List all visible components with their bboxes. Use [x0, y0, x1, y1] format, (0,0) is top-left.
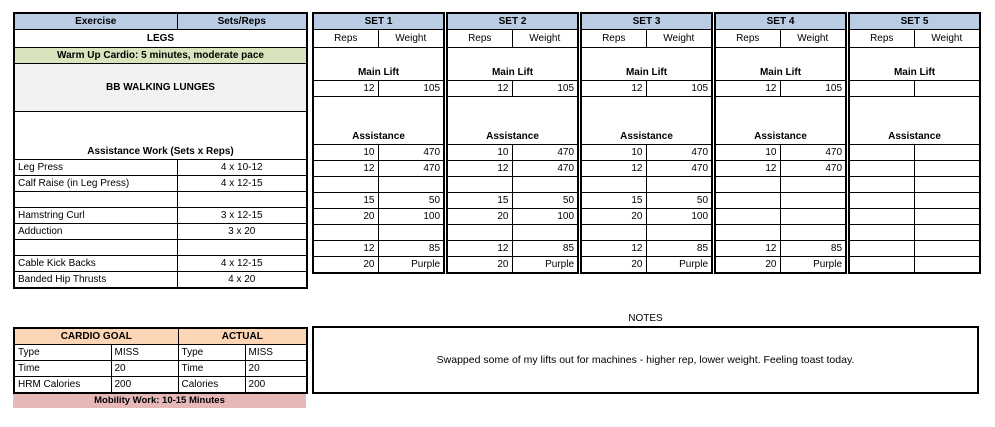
goal-value[interactable]: MISS — [111, 345, 178, 361]
reps-cell[interactable] — [715, 193, 780, 209]
main-lift-weight[interactable]: 105 — [378, 81, 444, 97]
set-table-2 — [446, 12, 579, 274]
reps-cell[interactable] — [849, 161, 914, 177]
reps-col-header: Reps — [849, 30, 914, 48]
weight-cell[interactable] — [512, 225, 578, 241]
assistance-label: Assistance — [715, 97, 846, 145]
weight-cell[interactable] — [646, 225, 712, 241]
reps-cell[interactable] — [447, 225, 512, 241]
main-lift-reps[interactable]: 12 — [313, 81, 378, 97]
reps-cell[interactable] — [715, 225, 780, 241]
weight-cell[interactable]: Purple — [512, 257, 578, 274]
weight-cell[interactable] — [780, 225, 846, 241]
main-lift-weight[interactable]: 105 — [512, 81, 578, 97]
weight-cell[interactable]: 50 — [512, 193, 578, 209]
set-row — [447, 257, 578, 274]
exercise-row — [14, 192, 307, 208]
exercise-name — [14, 192, 177, 208]
assistance-label: Assistance — [581, 97, 712, 145]
cardio-row — [14, 377, 307, 394]
exercise-name: Hamstring Curl — [14, 208, 177, 224]
weight-col-header: Weight — [780, 30, 846, 48]
sets-reps-col-header: Sets/Reps — [177, 13, 307, 30]
exercise-row — [14, 256, 307, 272]
set-row — [581, 177, 712, 193]
notes-box[interactable] — [312, 326, 979, 394]
main-lift-reps[interactable] — [849, 81, 914, 97]
reps-cell[interactable]: 15 — [581, 193, 646, 209]
set-row — [715, 145, 846, 161]
actual-value[interactable]: 20 — [245, 361, 307, 377]
exercise-sets-reps: 4 x 20 — [177, 272, 307, 289]
reps-cell[interactable] — [849, 177, 914, 193]
weight-cell[interactable]: 100 — [512, 209, 578, 225]
set-row — [447, 241, 578, 257]
reps-cell[interactable] — [849, 241, 914, 257]
set-title: SET 1 — [313, 13, 444, 30]
reps-cell[interactable] — [849, 225, 914, 241]
set-table-5 — [848, 12, 981, 274]
set-row — [581, 145, 712, 161]
reps-cell[interactable] — [849, 257, 914, 274]
notes-text: Swapped some of my lifts out for machines - higher rep, lower weight. Feeling toast today. — [436, 354, 855, 366]
goal-label: Type — [14, 345, 111, 361]
exercise-row — [14, 176, 307, 192]
reps-cell[interactable]: 10 — [447, 145, 512, 161]
weight-cell[interactable] — [646, 177, 712, 193]
set-row — [313, 241, 444, 257]
reps-cell[interactable] — [849, 145, 914, 161]
exercise-row — [14, 224, 307, 240]
exercise-name: Leg Press — [14, 160, 177, 176]
exercise-sets-reps — [177, 192, 307, 208]
exercise-sets-reps: 4 x 10-12 — [177, 160, 307, 176]
reps-col-header: Reps — [447, 30, 512, 48]
reps-col-header: Reps — [715, 30, 780, 48]
weight-col-header: Weight — [512, 30, 578, 48]
set-row — [715, 161, 846, 177]
weight-cell[interactable]: 470 — [512, 145, 578, 161]
exercise-sets-reps — [177, 240, 307, 256]
warmup-banner: Warm Up Cardio: 5 minutes, moderate pace — [14, 48, 307, 64]
exercise-table — [13, 12, 308, 289]
cardio-table — [13, 327, 308, 394]
weight-cell[interactable]: Purple — [378, 257, 444, 274]
weight-cell[interactable]: 470 — [378, 145, 444, 161]
set-title: SET 3 — [581, 13, 712, 30]
reps-cell[interactable] — [313, 177, 378, 193]
set-row — [447, 145, 578, 161]
weight-cell[interactable]: 470 — [780, 161, 846, 177]
reps-cell[interactable]: 12 — [313, 241, 378, 257]
exercise-sets-reps: 4 x 12-15 — [177, 176, 307, 192]
reps-cell[interactable]: 12 — [447, 241, 512, 257]
actual-value[interactable]: MISS — [245, 345, 307, 361]
exercise-row — [14, 272, 307, 289]
day-title: LEGS — [14, 30, 307, 48]
weight-cell[interactable]: 100 — [646, 209, 712, 225]
weight-cell[interactable] — [914, 145, 980, 161]
weight-cell[interactable]: 85 — [378, 241, 444, 257]
cardio-row — [14, 361, 307, 377]
set-row — [715, 177, 846, 193]
set-row — [313, 193, 444, 209]
weight-cell[interactable]: 100 — [378, 209, 444, 225]
main-lift-label: Main Lift — [313, 48, 444, 81]
weight-col-header: Weight — [378, 30, 444, 48]
reps-cell[interactable]: 20 — [447, 257, 512, 274]
set-row — [313, 257, 444, 274]
reps-cell[interactable]: 10 — [715, 145, 780, 161]
reps-cell[interactable]: 10 — [581, 145, 646, 161]
set-row — [313, 161, 444, 177]
set-row — [447, 209, 578, 225]
set-row — [447, 161, 578, 177]
set-row — [313, 177, 444, 193]
weight-cell[interactable] — [378, 225, 444, 241]
exercise-row — [14, 160, 307, 176]
exercise-sets-reps: 4 x 12-15 — [177, 256, 307, 272]
exercise-row — [14, 208, 307, 224]
weight-col-header: Weight — [646, 30, 712, 48]
set-row — [849, 145, 980, 161]
reps-cell[interactable]: 12 — [715, 241, 780, 257]
main-lift-weight[interactable]: 105 — [780, 81, 846, 97]
weight-cell[interactable]: Purple — [646, 257, 712, 274]
main-lift-weight[interactable] — [914, 81, 980, 97]
goal-value[interactable]: 200 — [111, 377, 178, 394]
set-row — [849, 225, 980, 241]
weight-cell[interactable]: 470 — [646, 145, 712, 161]
reps-col-header: Reps — [313, 30, 378, 48]
weight-cell[interactable] — [914, 193, 980, 209]
reps-cell[interactable] — [581, 225, 646, 241]
main-lift-label: Main Lift — [849, 48, 980, 81]
weight-cell[interactable] — [914, 241, 980, 257]
reps-cell[interactable]: 20 — [313, 209, 378, 225]
set-row — [581, 257, 712, 274]
weight-cell[interactable]: 50 — [646, 193, 712, 209]
weight-cell[interactable]: 470 — [378, 161, 444, 177]
weight-cell[interactable]: 85 — [512, 241, 578, 257]
reps-cell[interactable]: 12 — [581, 241, 646, 257]
main-lift-label: Main Lift — [581, 48, 712, 81]
assistance-label: Assistance — [849, 97, 980, 145]
assistance-label: Assistance — [313, 97, 444, 145]
cardio-goal-title: CARDIO GOAL — [14, 328, 178, 345]
set-title: SET 2 — [447, 13, 578, 30]
assistance-header: Assistance Work (Sets x Reps) — [14, 112, 307, 160]
weight-cell[interactable]: 470 — [512, 161, 578, 177]
actual-value[interactable]: 200 — [245, 377, 307, 394]
main-lift-reps[interactable]: 12 — [581, 81, 646, 97]
reps-cell[interactable] — [581, 177, 646, 193]
weight-cell[interactable] — [378, 177, 444, 193]
set-table-3 — [580, 12, 713, 274]
weight-cell[interactable] — [914, 225, 980, 241]
reps-cell[interactable]: 10 — [313, 145, 378, 161]
reps-cell[interactable] — [849, 193, 914, 209]
reps-cell[interactable]: 12 — [715, 161, 780, 177]
cardio-row — [14, 345, 307, 361]
set-row — [581, 193, 712, 209]
main-lift-label: Main Lift — [447, 48, 578, 81]
set-row — [715, 241, 846, 257]
actual-label: Type — [178, 345, 245, 361]
weight-cell[interactable]: 470 — [780, 145, 846, 161]
set-row — [313, 209, 444, 225]
reps-cell[interactable] — [447, 177, 512, 193]
assistance-label: Assistance — [447, 97, 578, 145]
set-row — [581, 241, 712, 257]
set-row — [715, 209, 846, 225]
reps-cell[interactable]: 15 — [313, 193, 378, 209]
set-row — [581, 161, 712, 177]
exercise-col-header: Exercise — [14, 13, 177, 30]
exercise-name: Banded Hip Thrusts — [14, 272, 177, 289]
set-row — [313, 225, 444, 241]
reps-cell[interactable]: 12 — [581, 161, 646, 177]
reps-cell[interactable] — [313, 225, 378, 241]
exercise-sets-reps: 3 x 12-15 — [177, 208, 307, 224]
main-lift-weight[interactable]: 105 — [646, 81, 712, 97]
goal-value[interactable]: 20 — [111, 361, 178, 377]
set-row — [447, 193, 578, 209]
cardio-actual-title: ACTUAL — [178, 328, 307, 345]
exercise-header-row — [14, 13, 307, 30]
main-lift-name: BB WALKING LUNGES — [14, 64, 307, 112]
set-row — [581, 225, 712, 241]
set-title: SET 5 — [849, 13, 980, 30]
set-row — [849, 241, 980, 257]
goal-label: HRM Calories — [14, 377, 111, 394]
weight-cell[interactable] — [780, 177, 846, 193]
set-table-1 — [312, 12, 445, 274]
reps-cell[interactable]: 12 — [447, 161, 512, 177]
reps-col-header: Reps — [581, 30, 646, 48]
set-row — [849, 257, 980, 274]
actual-label: Calories — [178, 377, 245, 394]
set-row — [581, 209, 712, 225]
exercise-name: Adduction — [14, 224, 177, 240]
weight-cell[interactable] — [780, 193, 846, 209]
weight-cell[interactable]: 470 — [646, 161, 712, 177]
actual-label: Time — [178, 361, 245, 377]
exercise-row — [14, 240, 307, 256]
reps-cell[interactable] — [715, 209, 780, 225]
weight-cell[interactable]: 85 — [646, 241, 712, 257]
weight-cell[interactable] — [914, 161, 980, 177]
notes-label: NOTES — [628, 313, 663, 324]
set-row — [715, 257, 846, 274]
set-row — [849, 161, 980, 177]
set-row — [715, 193, 846, 209]
set-row — [447, 177, 578, 193]
reps-cell[interactable]: 20 — [581, 257, 646, 274]
reps-cell[interactable] — [715, 177, 780, 193]
reps-cell[interactable]: 12 — [313, 161, 378, 177]
reps-cell[interactable]: 20 — [715, 257, 780, 274]
weight-cell[interactable] — [914, 209, 980, 225]
set-table-4 — [714, 12, 847, 274]
weight-cell[interactable] — [914, 177, 980, 193]
weight-cell[interactable]: Purple — [780, 257, 846, 274]
weight-cell[interactable] — [914, 257, 980, 274]
set-row — [313, 145, 444, 161]
weight-cell[interactable]: 85 — [780, 241, 846, 257]
reps-cell[interactable]: 20 — [313, 257, 378, 274]
set-title: SET 4 — [715, 13, 846, 30]
exercise-name: Cable Kick Backs — [14, 256, 177, 272]
goal-label: Time — [14, 361, 111, 377]
exercise-name: Calf Raise (in Leg Press) — [14, 176, 177, 192]
reps-cell[interactable]: 15 — [447, 193, 512, 209]
weight-cell[interactable]: 50 — [378, 193, 444, 209]
exercise-name — [14, 240, 177, 256]
set-row — [715, 225, 846, 241]
weight-col-header: Weight — [914, 30, 980, 48]
main-lift-reps[interactable]: 12 — [447, 81, 512, 97]
weight-cell[interactable] — [512, 177, 578, 193]
main-lift-label: Main Lift — [715, 48, 846, 81]
exercise-sets-reps: 3 x 20 — [177, 224, 307, 240]
reps-cell[interactable]: 20 — [447, 209, 512, 225]
set-row — [849, 209, 980, 225]
main-lift-reps[interactable]: 12 — [715, 81, 780, 97]
reps-cell[interactable] — [849, 209, 914, 225]
mobility-banner: Mobility Work: 10-15 Minutes — [13, 394, 306, 408]
weight-cell[interactable] — [780, 209, 846, 225]
reps-cell[interactable]: 20 — [581, 209, 646, 225]
set-row — [447, 225, 578, 241]
set-row — [849, 177, 980, 193]
set-row — [849, 193, 980, 209]
